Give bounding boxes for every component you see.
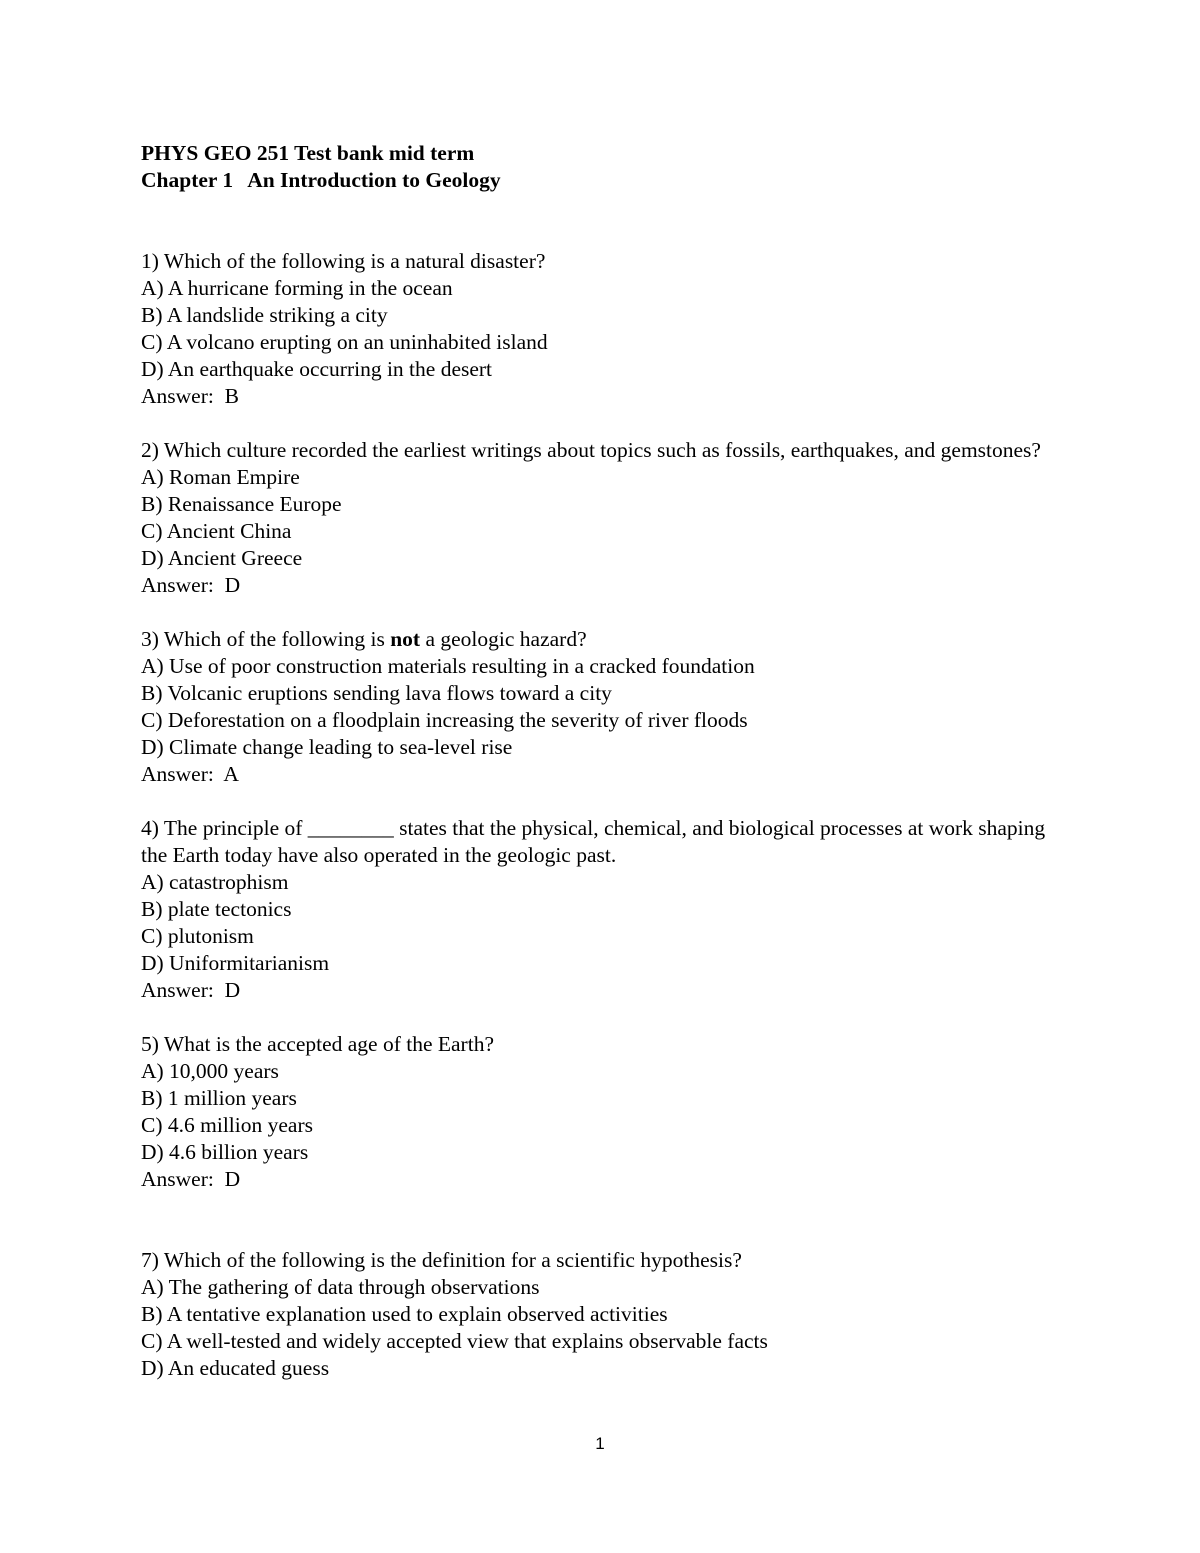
document-title: PHYS GEO 251 Test bank mid term <box>141 141 475 165</box>
question-2 <box>141 437 1071 599</box>
option-a: A) Roman Empire <box>141 465 300 489</box>
option-b: B) plate tectonics <box>141 897 292 921</box>
option-a: A) Use of poor construction materials resulting in a cracked foundation <box>141 654 755 678</box>
option-c: C) A well-tested and widely accepted view that explains observable facts <box>141 1329 768 1353</box>
option-a: A) catastrophism <box>141 870 289 894</box>
question-5 <box>141 1031 1071 1193</box>
page-number: 1 <box>595 1434 605 1453</box>
stem-text: a geologic hazard? <box>420 627 587 651</box>
answer-line: Answer: D <box>141 573 241 597</box>
option-d: D) Ancient Greece <box>141 546 303 570</box>
question-stem <box>141 626 1071 653</box>
question-1 <box>141 248 1071 410</box>
option-a: A) 10,000 years <box>141 1059 279 1083</box>
question-4 <box>141 815 1071 1004</box>
answer-line: Answer: B <box>141 384 239 408</box>
option-c: C) 4.6 million years <box>141 1113 313 1137</box>
answer-line: Answer: D <box>141 978 241 1002</box>
question-3 <box>141 626 1071 788</box>
option-c: C) A volcano erupting on an uninhabited island <box>141 330 548 354</box>
stem-emphasis: not <box>390 627 421 651</box>
question-stem: 2) Which culture recorded the earliest writings about topics such as fossils, earthquakes, and gemstones? <box>141 438 1041 462</box>
answer-line: Answer: D <box>141 1167 241 1191</box>
option-c: C) Deforestation on a floodplain increasing the severity of river floods <box>141 708 748 732</box>
question-stem: 4) The principle of ________ states that the physical, chemical, and biological processes at work shaping the Earth today have also operated in the geologic past. <box>141 816 1046 867</box>
option-b: B) 1 million years <box>141 1086 297 1110</box>
option-b: B) Renaissance Europe <box>141 492 342 516</box>
option-d: D) 4.6 billion years <box>141 1140 309 1164</box>
stem-text: 3) Which of the following is <box>141 627 391 651</box>
option-b: B) A landslide striking a city <box>141 303 388 327</box>
chapter-title: An Introduction to Geology <box>247 168 501 192</box>
option-c: C) Ancient China <box>141 519 292 543</box>
option-d: D) Uniformitarianism <box>141 951 330 975</box>
question-stem: 1) Which of the following is a natural disaster? <box>141 249 546 273</box>
option-a: A) A hurricane forming in the ocean <box>141 276 453 300</box>
option-b: B) A tentative explanation used to explain observed activities <box>141 1302 668 1326</box>
question-7 <box>141 1247 1071 1382</box>
chapter-heading <box>141 167 1071 194</box>
question-stem: 7) Which of the following is the definition for a scientific hypothesis? <box>141 1248 742 1272</box>
document-body <box>141 140 1071 1382</box>
option-b: B) Volcanic eruptions sending lava flows toward a city <box>141 681 612 705</box>
option-d: D) An earthquake occurring in the desert <box>141 357 493 381</box>
option-a: A) The gathering of data through observations <box>141 1275 540 1299</box>
option-d: D) Climate change leading to sea-level rise <box>141 735 513 759</box>
option-c: C) plutonism <box>141 924 254 948</box>
question-stem: 5) What is the accepted age of the Earth? <box>141 1032 494 1056</box>
option-d: D) An educated guess <box>141 1356 330 1380</box>
chapter-label: Chapter 1 <box>141 168 234 192</box>
answer-line: Answer: A <box>141 762 239 786</box>
